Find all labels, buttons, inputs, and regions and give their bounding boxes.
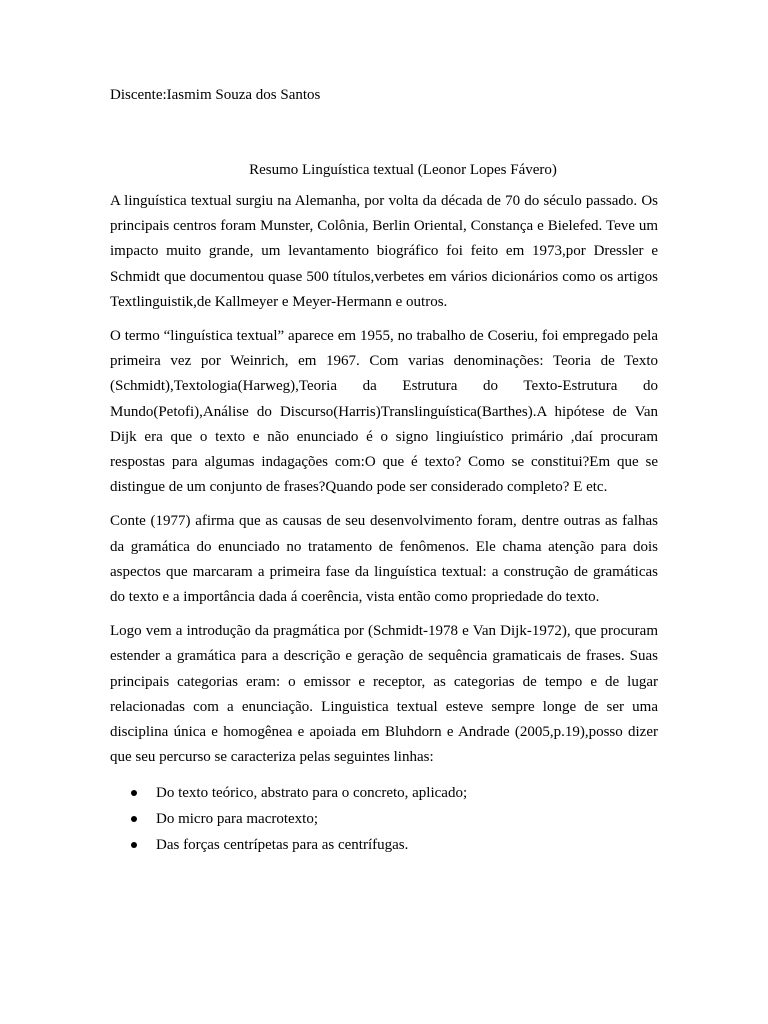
author-line: Discente:Iasmim Souza dos Santos: [110, 87, 321, 103]
bullet-list: [110, 780, 658, 858]
document-title: Resumo Linguística textual (Leonor Lopes Fávero): [249, 162, 557, 178]
paragraph-4: Logo vem a introdução da pragmática por (Schmidt-1978 e Van Dijk-1972), que procuram estender a gramática para a descrição e geração de sequência gramaticais de frases. Suas principais categorias eram: o emissor e receptor, as categorias de tempo e de lugar relacionadas com a enunciação. Linguistica textual esteve sempre longe de ser uma disciplina única e homogênea e apoiada em Bluhdorn e Andrade (2005,p.19),posso dizer que seu percurso se caracteriza pelas seguintes linhas:: [110, 623, 658, 766]
bullet-dot-icon: [131, 816, 137, 822]
paragraph-3: Conte (1977) afirma que as causas de seu desenvolvimento foram, dentre outras as falhas da gramática do enunciado no tratamento de fenômenos. Ele chama atenção para dois aspectos que marcaram a primeira fase da linguística textual: a construção de gramáticas do texto e a importância dada á coerência, vista então como propriedade do texto.: [110, 513, 658, 606]
bullet-dot-icon: [131, 842, 137, 848]
bullet-item-1: [110, 780, 658, 806]
bullet-item-text: Do texto teórico, abstrato para o concreto, aplicado;: [156, 785, 468, 802]
bullet-item-3: [110, 832, 658, 858]
paragraph-1: A linguística textual surgiu na Alemanha, por volta da década de 70 do século passado. Os principais centros foram Munster, Colônia, Berlin Oriental, Constança e Bielefed. Teve um impacto muito grande, um levantamento biográfico foi feito em 1973,por Dressler e Schmidt que documentou quase 500 títulos,verbetes em vários dicionários como os artigos Textlinguistik,de Kallmeyer e Meyer-Hermann e outros.: [110, 193, 658, 310]
paragraph-2: O termo “linguística textual” aparece em 1955, no trabalho de Coseriu, foi empregado pela primeira vez por Weinrich, em 1967. Com varias denominações: Teoria de Texto (Schmidt),Textologia(Harweg),Teoria da Estrutura do Texto-Estrutura do Mundo(Petofi),Análise do Discurso(Harris)Translinguística(Barthes).A hipótese de Van Dijk era que o texto e não enunciado é o signo lingiuístico primário ,daí procuram respostas para algumas indagações com:O que é texto? Como se constitui?Em que se distingue de um conjunto de frases?Quando pode ser considerado completo? E etc.: [110, 328, 658, 496]
bullet-item-text: Do micro para macrotexto;: [156, 811, 319, 828]
bullet-item-2: [110, 806, 658, 832]
bullet-dot-icon: [131, 790, 137, 796]
document-page: [110, 84, 658, 858]
bullet-item-text: Das forças centrípetas para as centrífugas.: [156, 837, 409, 854]
